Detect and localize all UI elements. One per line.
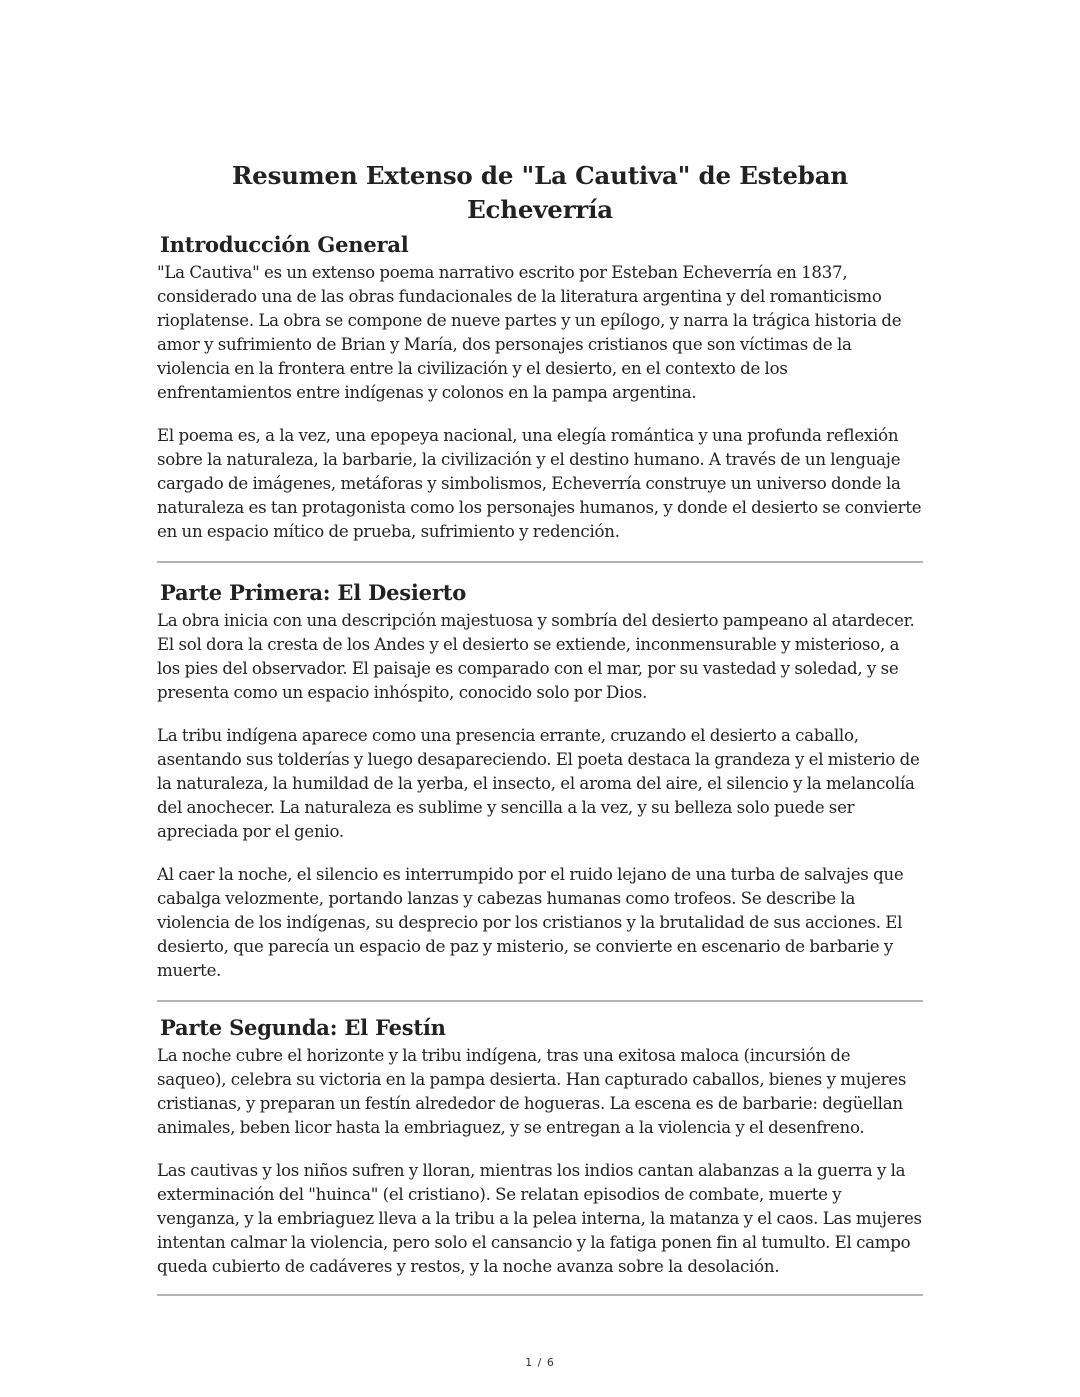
document-page [157,157,923,1296]
section-divider [157,1000,923,1002]
paragraph: La noche cubre el horizonte y la tribu indígena, tras una exitosa maloca (incursión de saqueo), celebra su victoria en la pampa desierta. Han capturado caballos, bienes y mujeres cristianas, y preparan un festín alrededor de hogueras. La escena es de barbarie: degüellan animales, beben licor hasta la embriaguez, y se entregan a la violencia y el desenfreno. [157,1046,907,1137]
paragraph: "La Cautiva" es un extenso poema narrativo escrito por Esteban Echeverría en 1837, considerado una de las obras fundacionales de la literatura argentina y del romanticismo rioplatense. La obra se compone de nueve partes y un epílogo, y narra la trágica historia de amor y sufrimiento de Brian y María, dos personajes cristianos que son víctimas de la violencia en la frontera entre la civilización y el desierto, en el contexto de los enfrentamientos entre indígenas y colonos en la pampa argentina. [157,263,902,402]
paragraph: La tribu indígena aparece como una presencia errante, cruzando el desierto a caballo, asentando sus tolderías y luego desapareciendo. El poeta destaca la grandeza y el misterio de la naturaleza, la humildad de la yerba, el insecto, el aroma del aire, el silencio y la melancolía del anochecer. La naturaleza es sublime y sencilla a la vez, y su belleza solo puede ser apreciada por el genio. [157,726,920,841]
paragraph: Al caer la noche, el silencio es interrumpido por el ruido lejano de una turba de salvajes que cabalga velozmente, portando lanzas y cabezas humanas como trofeos. Se describe la violencia de los indígenas, su desprecio por los cristianos y la brutalidad de sus acciones. El desierto, que parecía un espacio de paz y misterio, se convierte en escenario de barbarie y muerte. [157,865,904,980]
section-divider [157,561,923,563]
paragraph: El poema es, a la vez, una epopeya nacional, una elegía romántica y una profunda reflexión sobre la naturaleza, la barbarie, la civilización y el destino humano. A través de un lenguaje cargado de imágenes, metáforas y simbolismos, Echeverría construye un universo donde la naturaleza es tan protagonista como los personajes humanos, y donde el desierto se convierte en un espacio mítico de prueba, sufrimiento y redención. [157,426,922,541]
page-indicator: 1 / 6 [525,1356,555,1369]
section-parte-segunda [157,1012,923,1279]
document-title: Resumen Extenso de "La Cautiva" de Esteban Echeverría [232,161,848,224]
section-heading: Introducción General [160,232,409,257]
section-heading: Parte Primera: El Desierto [160,580,467,605]
section-divider [157,1294,923,1296]
section-heading: Parte Segunda: El Festín [160,1015,446,1040]
section-parte-primera [157,577,923,983]
paragraph: La obra inicia con una descripción majestuosa y sombría del desierto pampeano al atardecer. El sol dora la cresta de los Andes y el desierto se extiende, inconmensurable y misterioso, a los pies del observador. El paisaje es comparado con el mar, por su vastedad y soledad, y se presenta como un espacio inhóspito, conocido solo por Dios. [157,611,915,702]
paragraph: Las cautivas y los niños sufren y lloran, mientras los indios cantan alabanzas a la guerra y la exterminación del "huinca" (el cristiano). Se relatan episodios de combate, muerte y venganza, y la embriaguez lleva a la tribu a la pelea interna, la matanza y el caos. Las mujeres intentan calmar la violencia, pero solo el cansancio y la fatiga ponen fin al tumulto. El campo queda cubierto de cadáveres y restos, y la noche avanza sobre la desolación. [157,1161,922,1276]
section-introduccion [157,229,923,544]
